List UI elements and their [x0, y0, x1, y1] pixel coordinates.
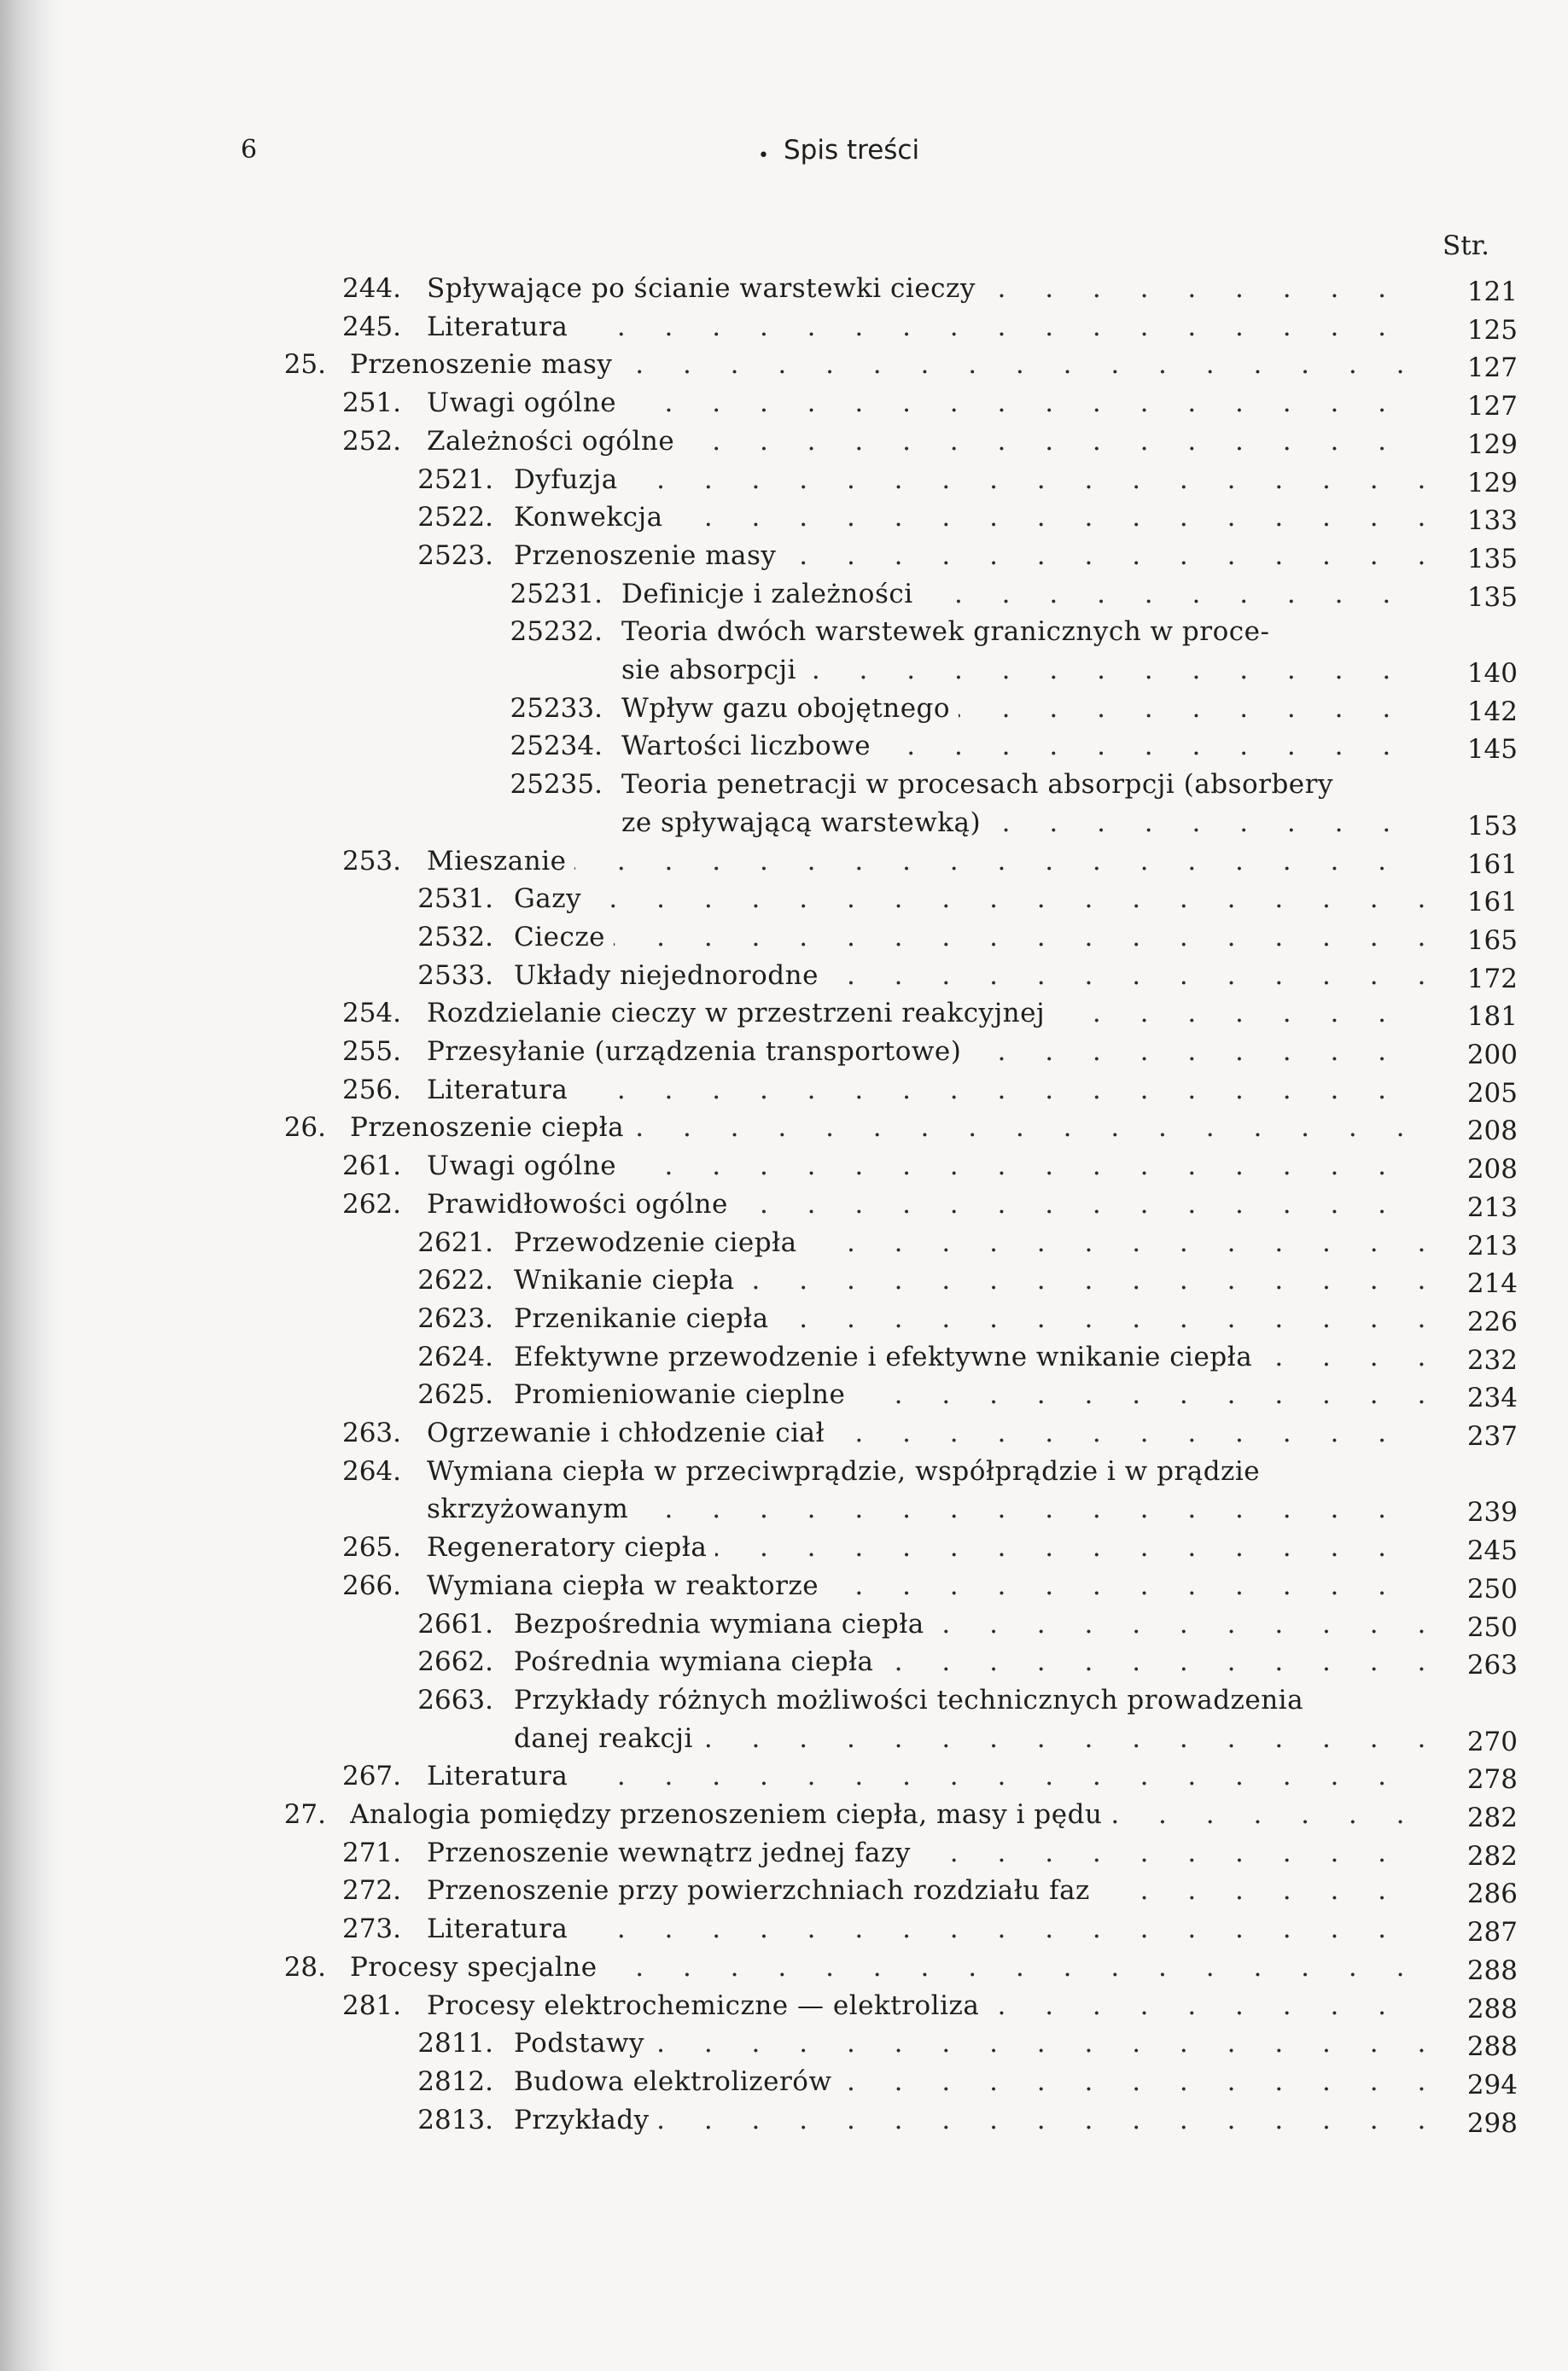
toc-entry-number: 253. [341, 845, 401, 877]
toc-entry-title [514, 464, 1427, 495]
toc-entry [0, 1532, 1568, 1570]
toc-entry [0, 1303, 1568, 1341]
toc-entry-title-text: Podstawy [514, 2028, 653, 2059]
toc-entry [0, 1685, 1568, 1722]
toc-entry-title-text: Literatura [427, 312, 576, 342]
toc-entry [0, 731, 1568, 768]
toc-entry-number: 2812. [417, 2065, 493, 2097]
toc-entry-number: 265. [341, 1532, 401, 1564]
toc-entry [0, 883, 1568, 921]
toc-entry [0, 387, 1568, 425]
toc-entry-page: 140 [1466, 658, 1518, 689]
toc-entry [0, 349, 1568, 387]
toc-entry-number: 2623. [417, 1302, 493, 1334]
toc-entry-title [621, 579, 1427, 609]
toc-entry-title [621, 769, 1427, 800]
page-number: 6 [241, 135, 258, 165]
toc-entry-title-text: Zależności ogólne [427, 426, 683, 457]
toc-entry-title [621, 616, 1427, 647]
toc-entry-title [427, 1570, 1427, 1601]
toc-entry-title-text: Bezpośrednia wymiana ciepła [514, 1609, 933, 1640]
toc-entry-title-text: Rozdzielanie cieczy w przestrzeni reakcyjnej [427, 998, 1053, 1028]
toc-entry [0, 1379, 1568, 1417]
toc-entry [0, 1838, 1568, 1875]
toc-entry-page: 121 [1466, 277, 1518, 307]
toc-entry-title-text: Uwagi ogólne [427, 387, 625, 418]
toc-entry-number: 25232. [510, 616, 603, 648]
toc-entry-page: 205 [1466, 1077, 1518, 1109]
toc-entry-title-text: Regeneratory ciepła [427, 1532, 715, 1563]
toc-entry-page: 133 [1466, 505, 1518, 537]
toc-entry-title-text: Układy niejednorodne [514, 960, 827, 991]
toc-entry [0, 1112, 1568, 1150]
toc-entry [0, 1952, 1568, 1989]
toc-entry-page: 208 [1466, 1154, 1518, 1186]
toc-entry-page: 213 [1466, 1230, 1518, 1261]
toc-entry-title-text: Wnikanie ciepła [514, 1265, 743, 1296]
toc-entry [0, 426, 1568, 463]
toc-entry-title-text: Konwekcja [514, 502, 672, 533]
toc-entry [0, 1418, 1568, 1455]
toc-entry-title-text: Ciecze [514, 922, 614, 952]
toc-entry-title [514, 2105, 1427, 2135]
toc-entry [0, 1723, 1568, 1761]
toc-entry-number: 267. [341, 1761, 401, 1792]
toc-entry [0, 960, 1568, 998]
toc-entry-title-text: Wymiana ciepła w reaktorze [427, 1570, 827, 1601]
toc-entry-title-text: Literatura [427, 1075, 576, 1105]
toc-entry [0, 502, 1568, 539]
toc-entry-title [621, 655, 1427, 685]
leader-dots [427, 312, 1427, 342]
leader-dots [514, 883, 1427, 914]
toc-entry-number: 255. [341, 1036, 401, 1067]
toc-entry-title-text: Przenoszenie przy powierzchniach rozdziału faz [427, 1875, 1099, 1906]
toc-entry-title [621, 693, 1427, 724]
toc-entry [0, 1761, 1568, 1798]
toc-entry [0, 1609, 1568, 1646]
toc-entry-title [514, 540, 1427, 571]
toc-entry-page: 200 [1466, 1040, 1518, 1070]
toc-entry-page: 165 [1466, 924, 1518, 956]
toc-entry [0, 1875, 1568, 1913]
toc-entry-page: 135 [1466, 581, 1518, 613]
toc-entry [0, 1799, 1568, 1837]
toc-entry-title [427, 387, 1427, 418]
toc-entry-title-text: Pośrednia wymiana ciepła [514, 1646, 883, 1677]
toc-entry-page: 270 [1466, 1726, 1518, 1757]
toc-entry-page: 161 [1466, 848, 1518, 880]
toc-entry-number: 2521. [417, 463, 493, 495]
toc-entry-title-text: Teoria dwóch warstewek granicznych w proce- [621, 616, 1278, 647]
toc-entry-title [427, 1875, 1427, 1906]
toc-entry-number: 2533. [417, 959, 493, 991]
toc-entry [0, 1342, 1568, 1379]
toc-entry-page: 135 [1466, 543, 1518, 574]
toc-entry-title-text: Ogrzewanie i chłodzenie ciał [427, 1418, 833, 1448]
toc-entry-number: 263. [341, 1418, 401, 1448]
toc-entry-number: 2523. [417, 539, 493, 571]
toc-entry-number: 25231. [510, 578, 603, 609]
leader-dots [427, 1075, 1427, 1105]
toc-entry [0, 2105, 1568, 2142]
toc-entry-page: 237 [1466, 1421, 1518, 1452]
toc-entry-number: 252. [341, 425, 401, 457]
toc-entry-number: 2811. [417, 2028, 493, 2059]
toc-entry-page: 286 [1466, 1879, 1518, 1910]
toc-entry-page: 208 [1466, 1116, 1518, 1147]
toc-entry [0, 1265, 1568, 1302]
toc-entry-title-text: Przykłady różnych możliwości technicznych prowadzenia [514, 1685, 1312, 1716]
toc-entry-page: 282 [1466, 1803, 1518, 1833]
toc-entry-title-text: Efektywne przewodzenie i efektywne wnikanie ciepła [514, 1342, 1261, 1372]
toc-entry-title [514, 922, 1427, 952]
toc-entry-title-text: skrzyżowanym [427, 1494, 637, 1524]
toc-entry-title-text: Gazy [514, 883, 590, 914]
toc-entry [0, 1494, 1568, 1531]
toc-entry-title-text: Spływające po ścianie warstewki cieczy [427, 273, 984, 304]
leader-dots [427, 1761, 1427, 1791]
toc-entry-page: 298 [1466, 2107, 1518, 2139]
toc-entry-number: 2661. [417, 1608, 493, 1640]
leader-dots [514, 464, 1427, 495]
toc-entry-title-text: Przykłady [514, 2105, 658, 2135]
toc-entry-title [621, 731, 1427, 761]
toc-entry-title [427, 1036, 1427, 1067]
toc-entry [0, 1646, 1568, 1684]
toc-entry-title [427, 1189, 1427, 1220]
toc-entry-number: 261. [341, 1151, 401, 1182]
toc-entry [0, 1151, 1568, 1188]
toc-entry-title [514, 1685, 1427, 1716]
toc-entry-number: 2621. [417, 1226, 493, 1258]
toc-entry-title [427, 1838, 1427, 1868]
toc-entry-number: 25233. [510, 692, 603, 724]
toc-entry-title [427, 846, 1427, 877]
toc-entry-page: 278 [1466, 1764, 1518, 1796]
toc-entry [0, 998, 1568, 1035]
toc-entry-number: 272. [341, 1875, 401, 1907]
toc-entry-page: 250 [1466, 1611, 1518, 1643]
toc-entry-page: 172 [1466, 963, 1518, 994]
toc-entry-page: 287 [1466, 1917, 1518, 1949]
toc-entry-title [427, 1456, 1427, 1487]
toc-entry-number: 2531. [417, 883, 493, 915]
toc-entry-number: 27. [283, 1799, 326, 1830]
toc-entry-page: 129 [1466, 428, 1518, 460]
toc-entry-page: 214 [1466, 1268, 1518, 1300]
toc-entry-title [514, 1646, 1427, 1677]
toc-entry-title [427, 1418, 1427, 1448]
toc-entry-page: 145 [1466, 734, 1518, 766]
toc-entry-title [514, 883, 1427, 914]
page-column-label: Str. [1443, 230, 1489, 261]
toc-entry-title-text: ze spływającą warstewką) [621, 807, 989, 838]
header-bullet: • [758, 145, 769, 166]
toc-entry-number: 271. [341, 1837, 401, 1868]
toc-entry-page: 288 [1466, 2031, 1518, 2063]
toc-entry-number: 251. [341, 387, 401, 419]
toc-entry-number: 2663. [417, 1684, 493, 1716]
toc-entry-title-text: Prawidłowości ogólne [427, 1189, 737, 1220]
toc-entry-title-text: Procesy specjalne [350, 1952, 606, 1983]
toc-entry-number: 264. [341, 1455, 401, 1487]
toc-entry-title [427, 1075, 1427, 1105]
toc-entry-title-text: Dyfuzja [514, 464, 627, 495]
toc-entry-title-text: Przenoszenie masy [350, 349, 621, 380]
toc-entry [0, 1990, 1568, 2028]
toc-entry-page: 232 [1466, 1344, 1518, 1376]
toc-entry-number: 245. [341, 311, 401, 342]
toc-entry [0, 616, 1568, 654]
toc-entry-title-text: Wartości liczbowe [621, 731, 879, 761]
toc-entry-page: 125 [1466, 314, 1518, 346]
toc-entry-page: 129 [1466, 467, 1518, 498]
toc-entry-title-text: Literatura [427, 1914, 576, 1944]
toc-entry-title [514, 1342, 1427, 1372]
toc-entry-title [514, 2028, 1427, 2059]
toc-entry [0, 1189, 1568, 1226]
toc-entry [0, 846, 1568, 883]
toc-entry [0, 693, 1568, 731]
toc-entry-page: 127 [1466, 352, 1518, 384]
leader-dots [514, 922, 1427, 952]
toc-entry-title-text: sie absorpcji [621, 655, 805, 685]
toc-entry-number: 2622. [417, 1265, 493, 1296]
toc-entry-title-text: Analogia pomiędzy przenoszeniem ciepła, masy i pędu [350, 1799, 1110, 1830]
leader-dots [427, 1914, 1427, 1944]
toc-entry-number: 2522. [417, 502, 493, 533]
toc-entry-number: 273. [341, 1914, 401, 1945]
toc-entry-page: 153 [1466, 810, 1518, 842]
toc-entry-title-text: Uwagi ogólne [427, 1151, 625, 1181]
toc-entry-title [427, 1151, 1427, 1181]
toc-entry-title [427, 1914, 1427, 1944]
toc-entry-title [621, 807, 1427, 838]
toc-entry-title-text: Przenikanie ciepła [514, 1303, 778, 1334]
toc-entry-title [427, 273, 1427, 304]
toc-entry-title [427, 1761, 1427, 1791]
toc-entry-number: 256. [341, 1074, 401, 1105]
toc-entry-page: 294 [1466, 2069, 1518, 2100]
toc-entry [0, 1914, 1568, 1951]
toc-entry-number: 2625. [417, 1379, 493, 1411]
toc-entry-page: 288 [1466, 1954, 1518, 1986]
toc-entry-title-text: Wpływ gazu obojętnego [621, 693, 959, 724]
toc-entry [0, 579, 1568, 616]
toc-entry-page: 127 [1466, 391, 1518, 422]
toc-entry-page: 263 [1466, 1650, 1518, 1681]
toc-entry-number: 2532. [417, 921, 493, 952]
toc-entry-title [514, 1265, 1427, 1296]
toc-entry [0, 540, 1568, 578]
toc-entry-title-text: Budowa elektrolizerów [514, 2066, 840, 2097]
toc-entry-title-text: Przewodzenie ciepła [514, 1227, 806, 1258]
toc-entry-title-text: Definicje i zależności [621, 579, 922, 609]
toc-entry-title-text: Promieniowanie cieplne [514, 1379, 854, 1410]
toc-entry-title-text: Literatura [427, 1761, 576, 1791]
toc-entry-title [514, 502, 1427, 533]
toc-entry [0, 1075, 1568, 1112]
toc-entry [0, 2066, 1568, 2104]
toc-entry [0, 1570, 1568, 1608]
toc-entry-title-text: danej reakcji [514, 1723, 702, 1754]
toc-entry-title [427, 1494, 1427, 1524]
toc-entry [0, 655, 1568, 692]
toc-entry-title [514, 960, 1427, 991]
toc-entry-page: 245 [1466, 1535, 1518, 1567]
toc-entry [0, 1036, 1568, 1074]
toc-entry-number: 25235. [510, 769, 603, 801]
toc-entry-number: 25234. [510, 731, 603, 762]
toc-entry-number: 26. [283, 1112, 326, 1144]
leader-dots [427, 846, 1427, 877]
toc-entry-title-text: Przenoszenie masy [514, 540, 784, 571]
toc-entry-page: 288 [1466, 1993, 1518, 2024]
toc-entry-title [350, 349, 1427, 380]
toc-entry-title [350, 1799, 1427, 1830]
toc-entry-title [514, 1379, 1427, 1410]
toc-entry-title [514, 1723, 1427, 1754]
toc-entry-title [350, 1952, 1427, 1983]
toc-entry-page: 213 [1466, 1191, 1518, 1223]
toc-entry-title [427, 1532, 1427, 1563]
toc-entry-page: 161 [1466, 887, 1518, 918]
toc-entry-title [427, 312, 1427, 342]
toc-entry-number: 25. [283, 349, 326, 381]
toc-entry-number: 2624. [417, 1341, 493, 1372]
toc-entry-number: 266. [341, 1570, 401, 1601]
toc-entry-title-text: Przenoszenie wewnątrz jednej fazy [427, 1838, 919, 1868]
toc-entry-title [514, 1609, 1427, 1640]
toc-entry-page: 250 [1466, 1573, 1518, 1605]
toc-entry-title [350, 1112, 1427, 1143]
header-title: Spis treści [784, 135, 920, 166]
toc-entry-page: 226 [1466, 1306, 1518, 1337]
toc-entry-number: 28. [283, 1951, 326, 1983]
toc-entry [0, 807, 1568, 845]
toc-entry-page: 282 [1466, 1840, 1518, 1872]
toc-entry-title-text: Wymiana ciepła w przeciwprądzie, współprądzie i w prądzie [427, 1456, 1268, 1487]
toc-entry [0, 312, 1568, 349]
toc-entry-title [427, 998, 1427, 1028]
toc-entry-title-text: Przenoszenie ciepła [350, 1112, 632, 1143]
toc-entry-title-text: Przesyłanie (urządzenia transportowe) [427, 1036, 970, 1067]
toc-entry [0, 464, 1568, 502]
toc-entry-number: 244. [341, 273, 401, 304]
toc-entry-page: 234 [1466, 1383, 1518, 1414]
toc-entry [0, 922, 1568, 959]
toc-entry-title-text: Mieszanie [427, 846, 574, 877]
toc-entry-number: 281. [341, 1989, 401, 2021]
toc-entry [0, 2028, 1568, 2065]
toc-entry-number: 2662. [417, 1646, 493, 1678]
toc-entry-title-text: Procesy elektrochemiczne — elektroliza [427, 1990, 988, 2021]
toc-entry [0, 1227, 1568, 1265]
toc-entry-title [514, 1303, 1427, 1334]
toc-entry [0, 273, 1568, 311]
toc-entry-number: 2813. [417, 2104, 493, 2135]
toc-entry-title [514, 2066, 1427, 2097]
toc-entry-title-text: Teoria penetracji w procesach absorpcji (absorbery [621, 769, 1342, 800]
toc-entry-number: 262. [341, 1188, 401, 1220]
toc-entry-title [514, 1227, 1427, 1258]
toc-entry-title [427, 426, 1427, 457]
toc-entry-title [427, 1990, 1427, 2021]
toc-entry [0, 1456, 1568, 1494]
toc-entry-number: 254. [341, 998, 401, 1029]
toc-entry [0, 769, 1568, 807]
toc-entry-page: 142 [1466, 696, 1518, 727]
toc-entry-page: 181 [1466, 1001, 1518, 1033]
toc-entry-page: 239 [1466, 1497, 1518, 1529]
